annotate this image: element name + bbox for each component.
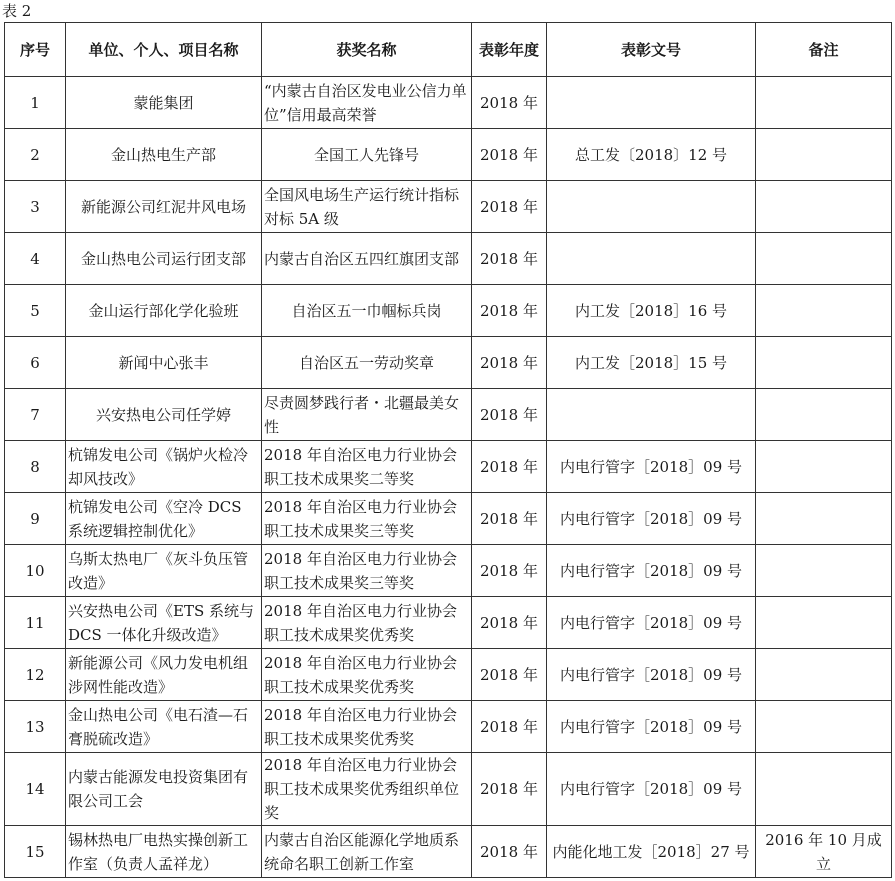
table-caption: 表 2: [2, 2, 32, 20]
header-row: [5, 23, 892, 77]
cell-year: 2018 年: [472, 181, 547, 233]
cell-award: 2018 年自治区电力行业协会职工技术成果奖三等奖: [262, 545, 472, 597]
cell-year: 2018 年: [472, 597, 547, 649]
table-row: [5, 181, 892, 233]
cell-unit: 兴安热电公司任学婷: [66, 389, 262, 441]
cell-award: “内蒙古自治区发电业公信力单位”信用最高荣誉: [262, 77, 472, 129]
header-doc: 表彰文号: [547, 23, 756, 77]
cell-unit: 金山热电公司《电石渣—石膏脱硫改造》: [66, 701, 262, 753]
cell-unit: 乌斯太热电厂《灰斗负压管改造》: [66, 545, 262, 597]
cell-note: [756, 597, 892, 649]
awards-table: [4, 22, 892, 878]
table-row: [5, 649, 892, 701]
cell-award: 全国风电场生产运行统计指标对标 5A 级: [262, 181, 472, 233]
cell-year: 2018 年: [472, 545, 547, 597]
cell-award: 自治区五一巾帼标兵岗: [262, 285, 472, 337]
cell-doc: [547, 389, 756, 441]
cell-note: [756, 389, 892, 441]
cell-unit: 兴安热电公司《ETS 系统与 DCS 一体化升级改造》: [66, 597, 262, 649]
cell-doc: 内工发［2018］16 号: [547, 285, 756, 337]
cell-note: [756, 129, 892, 181]
cell-doc: 内电行管字［2018］09 号: [547, 753, 756, 826]
cell-year: 2018 年: [472, 337, 547, 389]
table-row: [5, 77, 892, 129]
cell-unit: 新能源公司红泥井风电场: [66, 181, 262, 233]
cell-year: 2018 年: [472, 77, 547, 129]
cell-unit: 锡林热电厂电热实操创新工作室（负责人孟祥龙）: [66, 826, 262, 878]
table-row: [5, 597, 892, 649]
cell-no: 4: [5, 233, 66, 285]
cell-unit: 杭锦发电公司《空冷 DCS 系统逻辑控制优化》: [66, 493, 262, 545]
cell-note: [756, 753, 892, 826]
cell-doc: 内能化地工发［2018］27 号: [547, 826, 756, 878]
table-row: [5, 753, 892, 826]
cell-no: 3: [5, 181, 66, 233]
header-unit: 单位、个人、项目名称: [66, 23, 262, 77]
cell-no: 14: [5, 753, 66, 826]
cell-note: [756, 701, 892, 753]
table-row: [5, 826, 892, 878]
table-row: [5, 701, 892, 753]
cell-no: 7: [5, 389, 66, 441]
cell-doc: 内电行管字［2018］09 号: [547, 649, 756, 701]
cell-year: 2018 年: [472, 701, 547, 753]
table-row: [5, 545, 892, 597]
table-body: [5, 77, 892, 878]
cell-unit: 金山热电公司运行团支部: [66, 233, 262, 285]
cell-unit: 蒙能集团: [66, 77, 262, 129]
header-no: 序号: [5, 23, 66, 77]
cell-note: [756, 545, 892, 597]
cell-award: 全国工人先锋号: [262, 129, 472, 181]
cell-award: 2018 年自治区电力行业协会职工技术成果奖二等奖: [262, 441, 472, 493]
cell-doc: 内电行管字［2018］09 号: [547, 597, 756, 649]
cell-no: 15: [5, 826, 66, 878]
cell-note: [756, 285, 892, 337]
cell-no: 13: [5, 701, 66, 753]
header-year: 表彰年度: [472, 23, 547, 77]
cell-year: 2018 年: [472, 389, 547, 441]
cell-unit: 金山运行部化学化验班: [66, 285, 262, 337]
cell-award: 内蒙古自治区能源化学地质系统命名职工创新工作室: [262, 826, 472, 878]
cell-note: [756, 181, 892, 233]
cell-note: [756, 337, 892, 389]
cell-doc: 总工发〔2018〕12 号: [547, 129, 756, 181]
cell-award: 2018 年自治区电力行业协会职工技术成果奖优秀奖: [262, 701, 472, 753]
cell-award: 2018 年自治区电力行业协会职工技术成果奖三等奖: [262, 493, 472, 545]
cell-year: 2018 年: [472, 649, 547, 701]
cell-no: 2: [5, 129, 66, 181]
table-row: [5, 129, 892, 181]
cell-doc: [547, 181, 756, 233]
cell-year: 2018 年: [472, 493, 547, 545]
cell-year: 2018 年: [472, 285, 547, 337]
table-row: [5, 233, 892, 285]
cell-doc: 内电行管字［2018］09 号: [547, 493, 756, 545]
table-row: [5, 285, 892, 337]
cell-note: [756, 649, 892, 701]
cell-doc: [547, 77, 756, 129]
cell-no: 8: [5, 441, 66, 493]
cell-award: 自治区五一劳动奖章: [262, 337, 472, 389]
cell-no: 10: [5, 545, 66, 597]
cell-unit: 金山热电生产部: [66, 129, 262, 181]
table-row: [5, 493, 892, 545]
cell-award: 尽责圆梦践行者・北疆最美女性: [262, 389, 472, 441]
cell-year: 2018 年: [472, 753, 547, 826]
cell-year: 2018 年: [472, 441, 547, 493]
cell-no: 11: [5, 597, 66, 649]
cell-note: [756, 493, 892, 545]
cell-unit: 新能源公司《风力发电机组涉网性能改造》: [66, 649, 262, 701]
table-row: [5, 441, 892, 493]
cell-no: 6: [5, 337, 66, 389]
cell-doc: 内电行管字［2018］09 号: [547, 545, 756, 597]
cell-no: 5: [5, 285, 66, 337]
cell-year: 2018 年: [472, 826, 547, 878]
cell-year: 2018 年: [472, 129, 547, 181]
cell-doc: 内电行管字［2018］09 号: [547, 701, 756, 753]
header-note: 备注: [756, 23, 892, 77]
cell-note: [756, 77, 892, 129]
table-row: [5, 337, 892, 389]
table-row: [5, 389, 892, 441]
cell-note: 2016 年 10 月成立: [756, 826, 892, 878]
cell-unit: 新闻中心张丰: [66, 337, 262, 389]
cell-no: 1: [5, 77, 66, 129]
cell-doc: 内工发［2018］15 号: [547, 337, 756, 389]
cell-unit: 内蒙古能源发电投资集团有限公司工会: [66, 753, 262, 826]
cell-no: 9: [5, 493, 66, 545]
cell-year: 2018 年: [472, 233, 547, 285]
cell-doc: 内电行管字［2018］09 号: [547, 441, 756, 493]
header-award: 获奖名称: [262, 23, 472, 77]
cell-no: 12: [5, 649, 66, 701]
cell-award: 2018 年自治区电力行业协会职工技术成果奖优秀奖: [262, 597, 472, 649]
cell-award: 2018 年自治区电力行业协会职工技术成果奖优秀组织单位奖: [262, 753, 472, 826]
cell-note: [756, 233, 892, 285]
cell-unit: 杭锦发电公司《锅炉火检冷却风技改》: [66, 441, 262, 493]
cell-doc: [547, 233, 756, 285]
cell-award: 内蒙古自治区五四红旗团支部: [262, 233, 472, 285]
cell-award: 2018 年自治区电力行业协会职工技术成果奖优秀奖: [262, 649, 472, 701]
cell-note: [756, 441, 892, 493]
